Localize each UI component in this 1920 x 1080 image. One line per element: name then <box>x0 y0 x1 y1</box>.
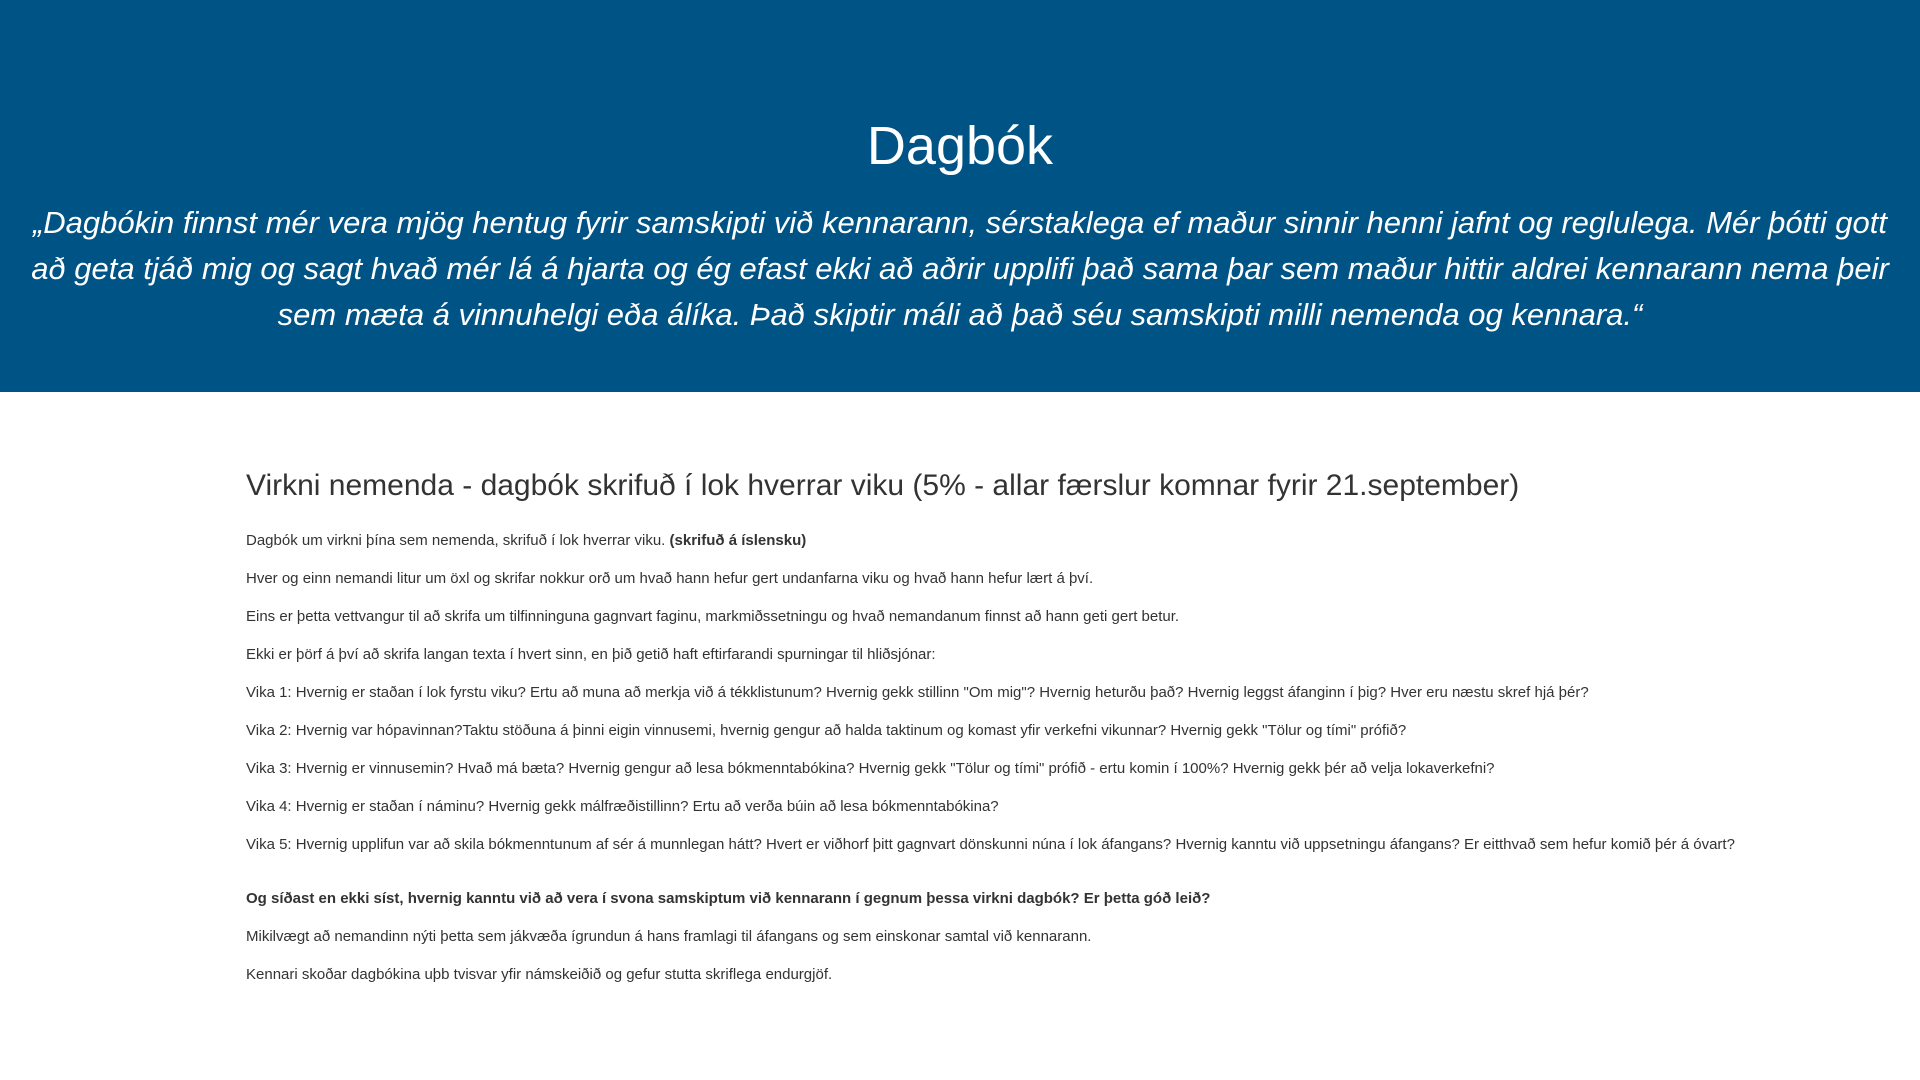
closing-question: Og síðast en ekki síst, hvernig kanntu við að vera í svona samskiptum við kennarann í gegnum þessa virkni dagbók? Er þetta góð leið? <box>246 890 1211 907</box>
paragraph-feelings: Eins er þetta vettvangur til að skrifa um tilfinninguna gagnvart faginu, markmiðssetningu og hvað nemandanum finnst að hann geti gert betur. <box>246 608 1180 625</box>
paragraph-teacher-feedback: Kennari skoðar dagbókina uþb tvisvar yfir námskeiðið og gefur stutta skriflega endurgjöf. <box>246 966 833 983</box>
intro-text: Dagbók um virkni þína sem nemenda, skrifuð í lok hverrar viku. <box>246 532 666 549</box>
assignment-description <box>246 462 1886 1002</box>
week-1-questions: Vika 1: Hvernig er staðan í lok fyrstu viku? Ertu að muna að merkja við á tékklistunum? Hvernig gekk stillinn "Om mig"? Hvernig heturðu það? Hvernig leggst áfanginn í þig? Hver eru næstu skref hjá þér? <box>246 684 1589 701</box>
week-4-questions: Vika 4: Hvernig er staðan í náminu? Hvernig gekk málfræðistillinn? Ertu að verða búin að lesa bókmenntabókina? <box>246 798 999 815</box>
paragraph-guidance: Ekki er þörf á því að skrifa langan texta í hvert sinn, en þið getið haft eftirfarandi spurningar til hliðsjónar: <box>246 646 936 663</box>
paragraph-importance: Mikilvægt að nemandinn nýti þetta sem jákvæða ígrundun á hans framlagi til áfangans og sem einskonar samtal við kennarann. <box>246 928 1092 945</box>
assignment-heading: Virkni nemenda - dagbók skrifuð í lok hverrar viku (5% - allar færslur komnar fyrir 21.september) <box>246 469 1520 502</box>
week-3-questions: Vika 3: Hvernig er vinnusemin? Hvað má bæta? Hvernig gengur að lesa bókmenntabókina? Hvernig gekk "Tölur og tími" prófið - ertu komin í 100%? Hvernig gekk þér að velja lokaverkefni? <box>246 760 1495 777</box>
student-quote: „Dagbókin finnst mér vera mjög hentug fyrir samskipti við kennarann, sérstaklega ef maður sinnir henni jafnt og reglulega. Mér þótti gott að geta tjáð mig og sagt hvað mér lá á hjarta og ég efast ekki að aðrir upplifi það sama þar sem maður hittir aldrei kennarann nema þeir sem mæta á vinnuhelgi eða álíka. Það skiptir máli að það séu samskipti milli nemenda og kennara.“ <box>31 205 1889 332</box>
paragraph-reflection: Hver og einn nemandi litur um öxl og skrifar nokkur orð um hvað hann hefur gert undanfarna viku og hvað hann hefur lært á því. <box>246 570 1094 587</box>
intro-language-note: (skrifuð á íslensku) <box>669 532 807 549</box>
intro-paragraph <box>246 530 1886 552</box>
header-banner <box>0 0 1920 392</box>
week-2-questions: Vika 2: Hvernig var hópavinnan?Taktu stöðuna á þinni eigin vinnusemi, hvernig gengur að halda taktinum og komast yfir verkefni vikunnar? Hvernig gekk "Tölur og tími" prófið? <box>246 722 1407 739</box>
page-title: Dagbók <box>866 116 1054 176</box>
week-5-questions: Vika 5: Hvernig upplifun var að skila bókmenntunum af sér á munnlegan hátt? Hvert er viðhorf þitt gagnvart dönskunni núna í lok áfangans? Hvernig kanntu við uppsetningu áfangans? Er eitthvað sem hefur komið þér á óvart? <box>246 836 1735 853</box>
